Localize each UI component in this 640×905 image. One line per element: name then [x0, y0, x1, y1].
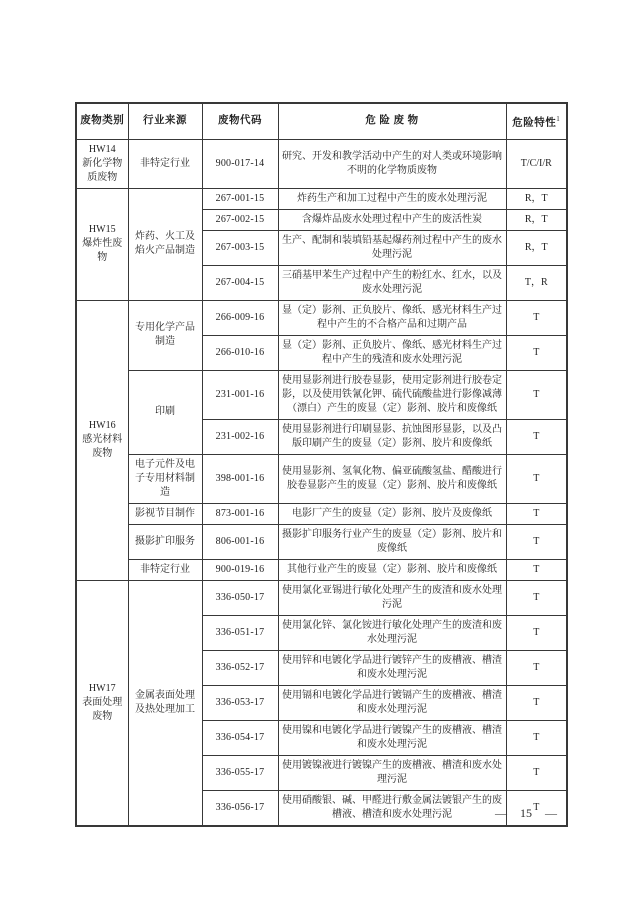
hazard-desc-cell: 三硝基甲苯生产过程中产生的粉红水、红水，以及废水处理污泥: [278, 265, 506, 300]
table-row: [76, 370, 567, 419]
hazard-desc-cell: 使用镀镍液进行镀镍产生的废槽液、槽渣和废水处理污泥: [278, 755, 506, 790]
hazard-trait-cell: T/C/I/R: [506, 139, 567, 188]
hazard-trait-cell: T: [506, 720, 567, 755]
industry-source-cell: 电子元件及电子专用材料制造: [128, 454, 202, 503]
col-header-waste-code: 废物代码: [202, 103, 278, 139]
waste-code-cell: 806-001-16: [202, 524, 278, 559]
hazard-trait-cell: T: [506, 524, 567, 559]
hazard-trait-cell: T: [506, 615, 567, 650]
waste-code-cell: 336-056-17: [202, 790, 278, 826]
hazard-trait-cell: T: [506, 755, 567, 790]
hazard-desc-cell: 使用镍和电镀化学品进行镀镍产生的废槽液、槽渣和废水处理污泥: [278, 720, 506, 755]
table-row: [76, 454, 567, 503]
waste-code-cell: 336-053-17: [202, 685, 278, 720]
industry-source-cell: 非特定行业: [128, 559, 202, 580]
hazard-trait-cell: T: [506, 503, 567, 524]
hazard-trait-cell: T: [506, 650, 567, 685]
hazard-desc-cell: 使用镉和电镀化学品进行镀镉产生的废槽液、槽渣和废水处理污泥: [278, 685, 506, 720]
hazard-desc-cell: 其他行业产生的废显（定）影剂、胶片和废像纸: [278, 559, 506, 580]
hazard-desc-cell: 生产、配制和装填铅基起爆药剂过程中产生的废水处理污泥: [278, 230, 506, 265]
table-row: [76, 300, 567, 335]
hazard-trait-cell: T: [506, 335, 567, 370]
waste-category-cell: HW17 表面处理废物: [76, 580, 128, 826]
waste-code-cell: 266-009-16: [202, 300, 278, 335]
hazard-desc-cell: 使用显影剂进行印刷显影、抗蚀图形显影，以及凸版印刷产生的废显（定）影剂、胶片和废像纸: [278, 419, 506, 454]
hazard-desc-cell: 电影厂产生的废显（定）影剂、胶片及废像纸: [278, 503, 506, 524]
col-header-industry-source: 行业来源: [128, 103, 202, 139]
waste-code-cell: 336-052-17: [202, 650, 278, 685]
hazard-desc-cell: 使用锌和电镀化学品进行镀锌产生的废槽液、槽渣和废水处理污泥: [278, 650, 506, 685]
hazard-trait-cell: T: [506, 370, 567, 419]
hazard-trait-cell: T: [506, 580, 567, 615]
waste-code-cell: 267-004-15: [202, 265, 278, 300]
waste-code-cell: 398-001-16: [202, 454, 278, 503]
waste-code-cell: 900-019-16: [202, 559, 278, 580]
header-footnote-mark: 1: [556, 115, 561, 123]
hazard-desc-cell: 显（定）影剂、正负胶片、像纸、感光材料生产过程中产生的残渣和废水处理污泥: [278, 335, 506, 370]
industry-source-cell: 金属表面处理及热处理加工: [128, 580, 202, 826]
waste-code-cell: 266-010-16: [202, 335, 278, 370]
table-row: [76, 524, 567, 559]
waste-code-cell: 336-051-17: [202, 615, 278, 650]
hazard-trait-cell: R，T: [506, 209, 567, 230]
hazard-desc-cell: 使用氯化亚锡进行敏化处理产生的废渣和废水处理污泥: [278, 580, 506, 615]
table-row: [76, 139, 567, 188]
hazard-trait-cell: T，R: [506, 265, 567, 300]
hazardous-waste-table: [75, 102, 568, 827]
table-row: [76, 580, 567, 615]
industry-source-cell: 专用化学产品制造: [128, 300, 202, 370]
industry-source-cell: 印刷: [128, 370, 202, 454]
table-row: [76, 559, 567, 580]
waste-code-cell: 231-002-16: [202, 419, 278, 454]
page-number-dash-right: —: [545, 806, 557, 820]
waste-code-cell: 267-003-15: [202, 230, 278, 265]
hazard-desc-cell: 使用氯化锌、氯化铵进行敏化处理产生的废渣和废水处理污泥: [278, 615, 506, 650]
hazard-desc-cell: 摄影扩印服务行业产生的废显（定）影剂、胶片和废像纸: [278, 524, 506, 559]
industry-source-cell: 炸药、火工及焰火产品制造: [128, 188, 202, 300]
waste-category-cell: HW16 感光材料废物: [76, 300, 128, 580]
industry-source-cell: 摄影扩印服务: [128, 524, 202, 559]
hazard-desc-cell: 显（定）影剂、正负胶片、像纸、感光材料生产过程中产生的不合格产品和过期产品: [278, 300, 506, 335]
waste-code-cell: 336-055-17: [202, 755, 278, 790]
hazard-trait-cell: T: [506, 300, 567, 335]
hazard-trait-cell: R，T: [506, 230, 567, 265]
hazard-desc-cell: 研究、开发和教学活动中产生的对人类或环境影响不明的化学物质废物: [278, 139, 506, 188]
waste-category-cell: HW14 新化学物质废物: [76, 139, 128, 188]
col-header-hazardous-waste: 危 险 废 物: [278, 103, 506, 139]
hazard-trait-cell: R，T: [506, 188, 567, 209]
industry-source-cell: 非特定行业: [128, 139, 202, 188]
waste-category-cell: HW15 爆炸性废物: [76, 188, 128, 300]
table-row: [76, 188, 567, 209]
waste-code-cell: 336-054-17: [202, 720, 278, 755]
waste-code-cell: 267-001-15: [202, 188, 278, 209]
table-row: [76, 503, 567, 524]
table-header-row: [76, 103, 567, 139]
hazard-desc-cell: 含爆炸品废水处理过程中产生的废活性炭: [278, 209, 506, 230]
hazard-trait-cell: T: [506, 559, 567, 580]
hazard-desc-cell: 炸药生产和加工过程中产生的废水处理污泥: [278, 188, 506, 209]
page-number-value: 15: [520, 806, 532, 820]
hazard-desc-cell: 使用硝酸银、碱、甲醛进行敷金属法镀银产生的废槽液、槽渣和废水处理污泥: [278, 790, 506, 826]
industry-source-cell: 影视节目制作: [128, 503, 202, 524]
hazard-trait-cell: T: [506, 419, 567, 454]
col-header-hazard-trait: 危险特性$^1$: [506, 103, 567, 139]
hazard-trait-cell: T: [506, 454, 567, 503]
page-number-dash-left: —: [495, 806, 507, 820]
page-number: [0, 806, 557, 821]
hazard-trait-cell: T: [506, 790, 567, 826]
waste-code-cell: 900-017-14: [202, 139, 278, 188]
hazard-trait-cell: T: [506, 685, 567, 720]
waste-code-cell: 267-002-15: [202, 209, 278, 230]
col-header-waste-category: 废物类别: [76, 103, 128, 139]
waste-code-cell: 231-001-16: [202, 370, 278, 419]
hazard-desc-cell: 使用显影剂、氢氧化物、偏亚硫酸氢盐、醋酸进行胶卷显影产生的废显（定）影剂、胶片和废像纸: [278, 454, 506, 503]
waste-code-cell: 873-001-16: [202, 503, 278, 524]
waste-code-cell: 336-050-17: [202, 580, 278, 615]
hazard-desc-cell: 使用显影剂进行胶卷显影，使用定影剂进行胶卷定影，以及使用铁氰化钾、硫代硫酸盐进行影像减薄（漂白）产生的废显（定）影剂、胶片和废像纸: [278, 370, 506, 419]
